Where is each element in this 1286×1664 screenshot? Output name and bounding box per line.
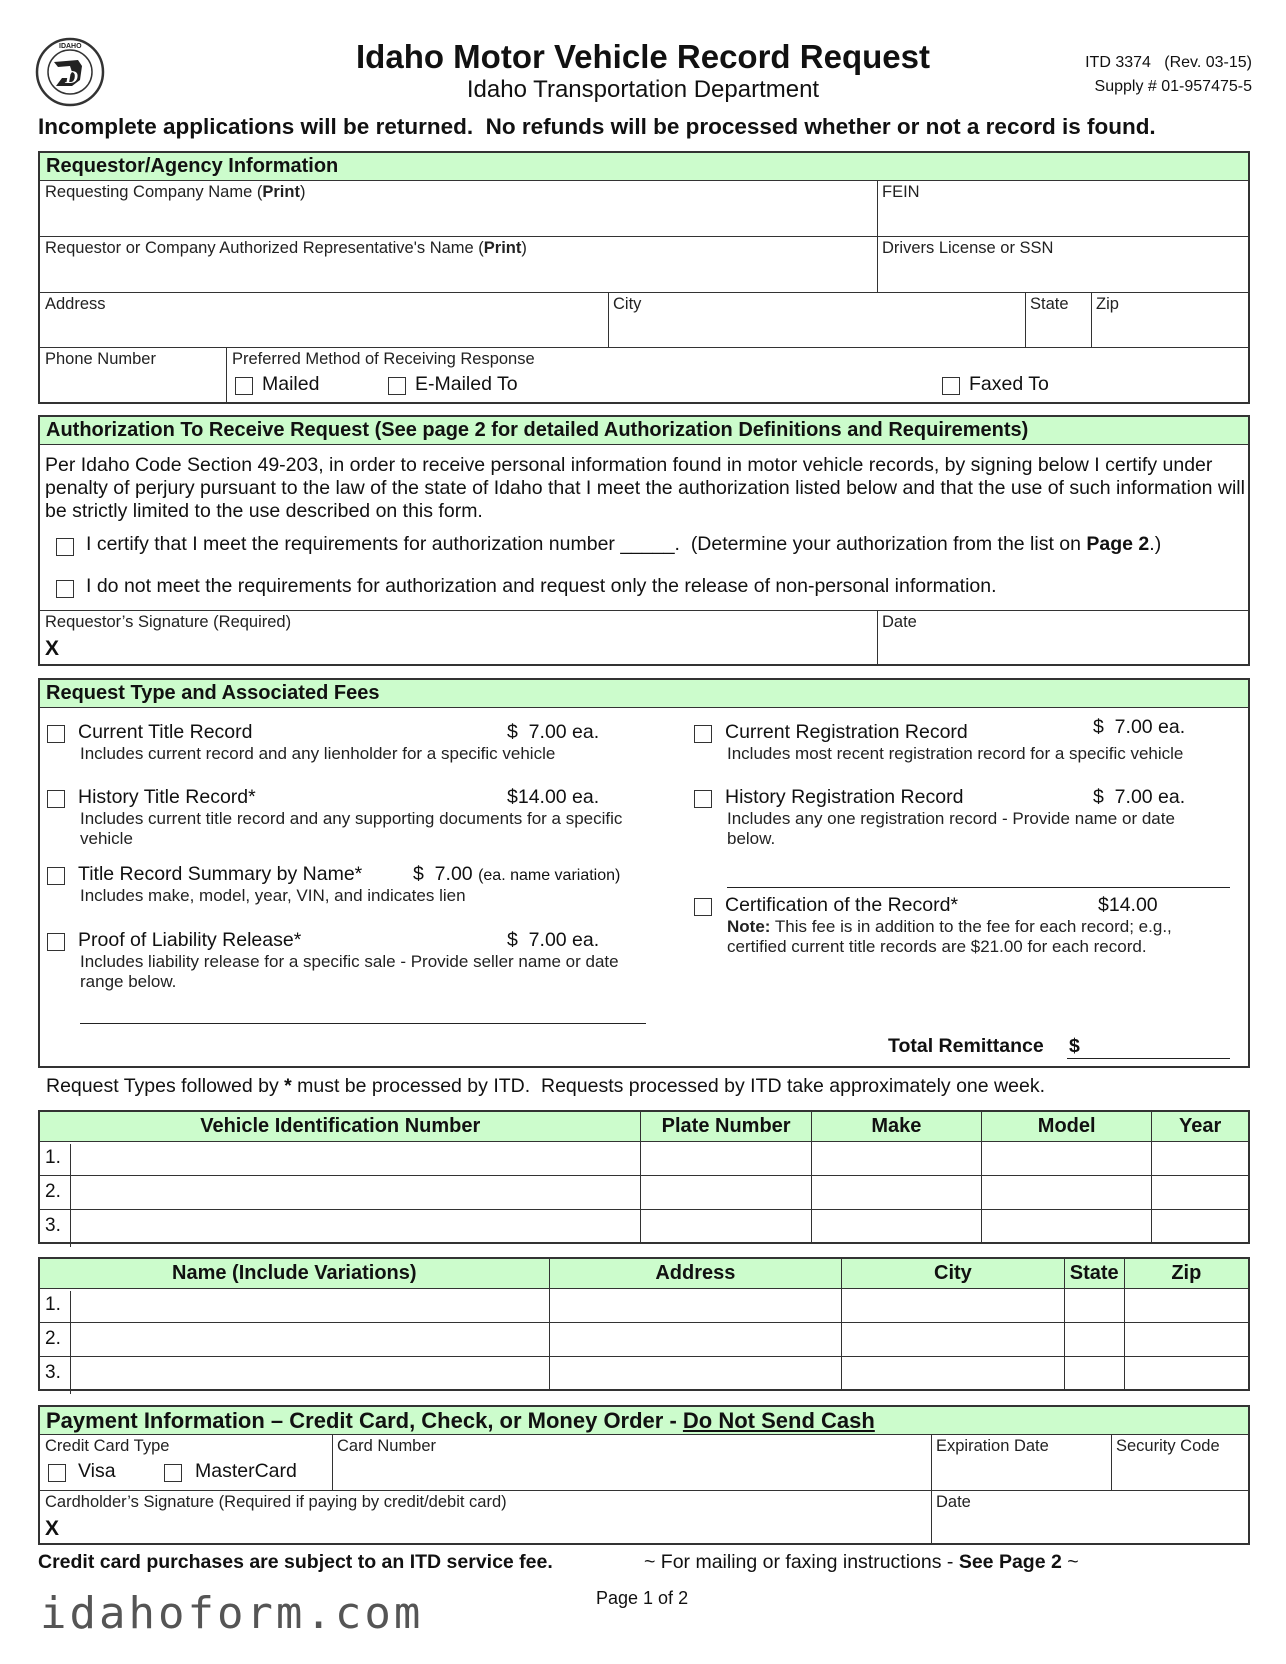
state-field[interactable] (1028, 315, 1089, 345)
phone-label: Phone Number (45, 350, 156, 368)
visa-label: Visa (78, 1460, 116, 1482)
history-title-checkbox[interactable] (47, 790, 65, 808)
mailed-label: Mailed (262, 373, 320, 395)
history-registration-checkbox[interactable] (694, 790, 712, 808)
security-code-field[interactable] (1114, 1457, 1248, 1487)
mailed-checkbox[interactable] (235, 377, 253, 395)
zip-field[interactable] (1094, 315, 1248, 345)
certification-checkbox[interactable] (694, 898, 712, 916)
table-row[interactable] (39, 1288, 1249, 1322)
current-registration-title: Current Registration Record (725, 721, 968, 743)
cardholder-signature-label: Cardholder’s Signature (Required if paying by credit/debit card) (45, 1493, 507, 1511)
model-cell[interactable] (982, 1141, 1152, 1175)
drivers-license-field[interactable] (880, 259, 1248, 289)
certification-desc: Note: This fee is in addition to the fee for each record; e.g., certified current title records are $21.00 for each record. (727, 917, 1172, 956)
history-registration-price: $ 7.00 ea. (1093, 786, 1186, 808)
city-cell[interactable] (842, 1322, 1065, 1356)
authorization-section (38, 415, 1250, 666)
auth-date-label: Date (882, 613, 917, 631)
city-label: City (613, 295, 642, 313)
certification-price: $14.00 (1098, 894, 1158, 916)
liability-release-checkbox[interactable] (47, 933, 65, 951)
requestor-section (38, 151, 1250, 404)
zip-cell[interactable] (1124, 1288, 1249, 1322)
plate-cell[interactable] (641, 1141, 811, 1175)
make-cell[interactable] (811, 1175, 981, 1209)
col-vin: Vehicle Identification Number (39, 1111, 641, 1141)
row-number[interactable]: 1. (39, 1288, 549, 1322)
state-cell[interactable] (1064, 1356, 1124, 1390)
row-number[interactable]: 3. (39, 1356, 549, 1390)
col-state: State (1064, 1258, 1124, 1288)
payment-heading: Payment Information – Credit Card, Check, or Money Order - Do Not Send Cash (40, 1407, 1248, 1435)
col-model: Model (982, 1111, 1152, 1141)
form-subtitle: Idaho Transportation Department (466, 76, 820, 103)
table-row[interactable] (39, 1322, 1249, 1356)
title-summary-title: Title Record Summary by Name* (78, 863, 363, 885)
mastercard-checkbox[interactable] (164, 1464, 182, 1482)
title-summary-price: $ 7.00 (ea. name variation) (413, 863, 621, 885)
title-summary-checkbox[interactable] (47, 867, 65, 885)
col-city: City (842, 1258, 1065, 1288)
zip-label: Zip (1096, 295, 1119, 313)
watermark: idahoform.com (40, 1588, 424, 1639)
history-title-title: History Title Record* (78, 786, 256, 808)
supply-number: Supply # 01-957475-5 (1094, 78, 1252, 95)
company-name-label: Requesting Company Name (Print) (45, 183, 306, 201)
table-row[interactable] (39, 1175, 1249, 1209)
model-cell[interactable] (982, 1175, 1152, 1209)
authorization-heading: Authorization To Receive Request (See page 2 for detailed Authorization Definitions and Requirements) (40, 417, 1248, 445)
col-year: Year (1152, 1111, 1249, 1141)
incomplete-notice: Incomplete applications will be returned. No refunds will be processed whether or not a record is found. (38, 114, 1156, 139)
current-registration-checkbox[interactable] (694, 725, 712, 743)
current-title-checkbox[interactable] (47, 725, 65, 743)
make-cell[interactable] (811, 1141, 981, 1175)
row-number[interactable]: 3. (39, 1209, 641, 1243)
plate-cell[interactable] (641, 1175, 811, 1209)
history-registration-title: History Registration Record (725, 786, 964, 808)
col-name: Name (Include Variations) (39, 1258, 549, 1288)
certify-checkbox[interactable] (56, 538, 74, 556)
visa-checkbox[interactable] (48, 1464, 66, 1482)
total-remittance-symbol: $ (1069, 1035, 1080, 1057)
page-number: Page 1 of 2 (596, 1588, 689, 1608)
total-remittance-label: Total Remittance (888, 1035, 1044, 1057)
not-meet-checkbox[interactable] (56, 580, 74, 598)
requestor-signature-x: X (45, 637, 60, 660)
col-address: Address (549, 1258, 842, 1288)
requestor-signature-label: Requestor’s Signature (Required) (45, 613, 292, 631)
seller-name-line[interactable] (80, 1023, 646, 1024)
address-cell[interactable] (549, 1288, 842, 1322)
liability-release-desc: Includes liability release for a specific sale - Provide seller name or date range below. (80, 952, 619, 991)
representative-name-field[interactable] (42, 259, 874, 289)
table-row[interactable] (39, 1141, 1249, 1175)
current-registration-price: $ 7.00 ea. (1093, 716, 1186, 738)
emailed-label: E-Mailed To (415, 373, 518, 395)
service-fee-note: Credit card purchases are subject to an ITD service fee. (38, 1551, 553, 1573)
row-number[interactable]: 2. (39, 1175, 641, 1209)
vehicle-table-header (39, 1111, 1249, 1141)
city-cell[interactable] (842, 1288, 1065, 1322)
payment-section (38, 1405, 1250, 1545)
current-title-desc: Includes current record and any lienholder for a specific vehicle (80, 744, 556, 763)
year-cell[interactable] (1152, 1209, 1249, 1243)
table-row[interactable] (39, 1209, 1249, 1243)
payment-date-label: Date (936, 1493, 971, 1511)
fees-section (38, 678, 1250, 1068)
emailed-checkbox[interactable] (388, 377, 406, 395)
address-label: Address (45, 295, 106, 313)
drivers-license-label: Drivers License or SSN (882, 239, 1054, 257)
make-cell[interactable] (811, 1209, 981, 1243)
card-number-label: Card Number (337, 1437, 437, 1455)
expiration-label: Expiration Date (936, 1437, 1049, 1455)
name-table (38, 1257, 1250, 1391)
state-label: State (1030, 295, 1069, 313)
zip-cell[interactable] (1124, 1356, 1249, 1390)
form-number: ITD 3374 (Rev. 03-15) (1085, 54, 1252, 71)
certify-text: I certify that I meet the requirements for authorization number _____. (Determine your authorization from the list on Page 2.) (86, 533, 1162, 555)
plate-cell[interactable] (641, 1209, 811, 1243)
current-registration-desc: Includes most recent registration record for a specific vehicle (727, 744, 1184, 763)
expiration-field[interactable] (934, 1457, 1108, 1487)
representative-name-label: Requestor or Company Authorized Representative's Name (Print) (45, 239, 527, 257)
address-field[interactable] (42, 315, 606, 345)
preferred-method-label: Preferred Method of Receiving Response (232, 350, 535, 368)
history-title-price: $14.00 ea. (507, 786, 600, 808)
address-cell[interactable] (549, 1322, 842, 1356)
cardholder-signature-field[interactable] (68, 1513, 926, 1543)
requestor-signature-field[interactable] (68, 633, 873, 665)
requestor-heading: Requestor/Agency Information (40, 153, 1248, 181)
fein-field[interactable] (880, 203, 1248, 233)
faxed-checkbox[interactable] (942, 377, 960, 395)
fein-label: FEIN (882, 183, 920, 201)
vehicle-table (38, 1110, 1250, 1244)
liability-release-price: $ 7.00 ea. (507, 929, 600, 951)
company-name-field[interactable] (42, 203, 874, 233)
address-cell[interactable] (549, 1356, 842, 1390)
phone-field[interactable] (42, 370, 224, 402)
year-cell[interactable] (1152, 1175, 1249, 1209)
card-type-label: Credit Card Type (45, 1437, 170, 1455)
table-row[interactable] (39, 1356, 1249, 1390)
security-code-label: Security Code (1116, 1437, 1220, 1455)
state-cell[interactable] (1064, 1288, 1124, 1322)
mailing-instructions: ~ For mailing or faxing instructions - See Page 2 ~ (644, 1551, 1079, 1573)
col-make: Make (811, 1111, 981, 1141)
faxed-label: Faxed To (969, 373, 1049, 395)
mastercard-label: MasterCard (195, 1460, 297, 1482)
certification-title: Certification of the Record* (725, 894, 959, 916)
year-cell[interactable] (1152, 1141, 1249, 1175)
payment-date-field[interactable] (934, 1513, 1248, 1543)
cardholder-signature-x: X (45, 1517, 60, 1540)
total-remittance-field[interactable] (1067, 1058, 1230, 1059)
not-meet-text: I do not meet the requirements for authorization and request only the release of non-personal information. (86, 575, 997, 597)
col-plate: Plate Number (641, 1111, 811, 1141)
current-title-price: $ 7.00 ea. (507, 721, 600, 743)
registration-name-line[interactable] (727, 887, 1230, 888)
model-cell[interactable] (982, 1209, 1152, 1243)
svg-text:IDAHO: IDAHO (59, 43, 82, 50)
card-number-field[interactable] (335, 1457, 927, 1487)
svg-text:D: D (65, 67, 78, 87)
city-field[interactable] (611, 315, 1023, 345)
history-registration-desc: Includes any one registration record - Provide name or date below. (727, 809, 1175, 848)
fees-heading: Request Type and Associated Fees (40, 680, 1248, 708)
itd-processing-note: Request Types followed by * must be processed by ITD. Requests processed by ITD take approximately one week. (46, 1075, 1045, 1097)
row-number[interactable]: 2. (39, 1322, 549, 1356)
liability-release-title: Proof of Liability Release* (78, 929, 302, 951)
col-zip: Zip (1124, 1258, 1249, 1288)
current-title-title: Current Title Record (78, 721, 253, 743)
auth-date-field[interactable] (880, 633, 1248, 665)
city-cell[interactable] (842, 1356, 1065, 1390)
authorization-paragraph: Per Idaho Code Section 49-203, in order to receive personal information found in motor vehicle records, by signing below I certify under penalty of perjury pursuant to the law of the state of Idaho that I meet the authorization listed below and that the use of such information will be strictly limited to the use described on this form. (45, 454, 1245, 522)
title-summary-desc: Includes make, model, year, VIN, and indicates lien (80, 886, 466, 905)
history-title-desc: Includes current title record and any supporting documents for a specific vehicle (80, 809, 623, 848)
row-number[interactable]: 1. (39, 1141, 641, 1175)
state-cell[interactable] (1064, 1322, 1124, 1356)
form-title: Idaho Motor Vehicle Record Request (356, 38, 930, 75)
name-table-header (39, 1258, 1249, 1288)
zip-cell[interactable] (1124, 1322, 1249, 1356)
